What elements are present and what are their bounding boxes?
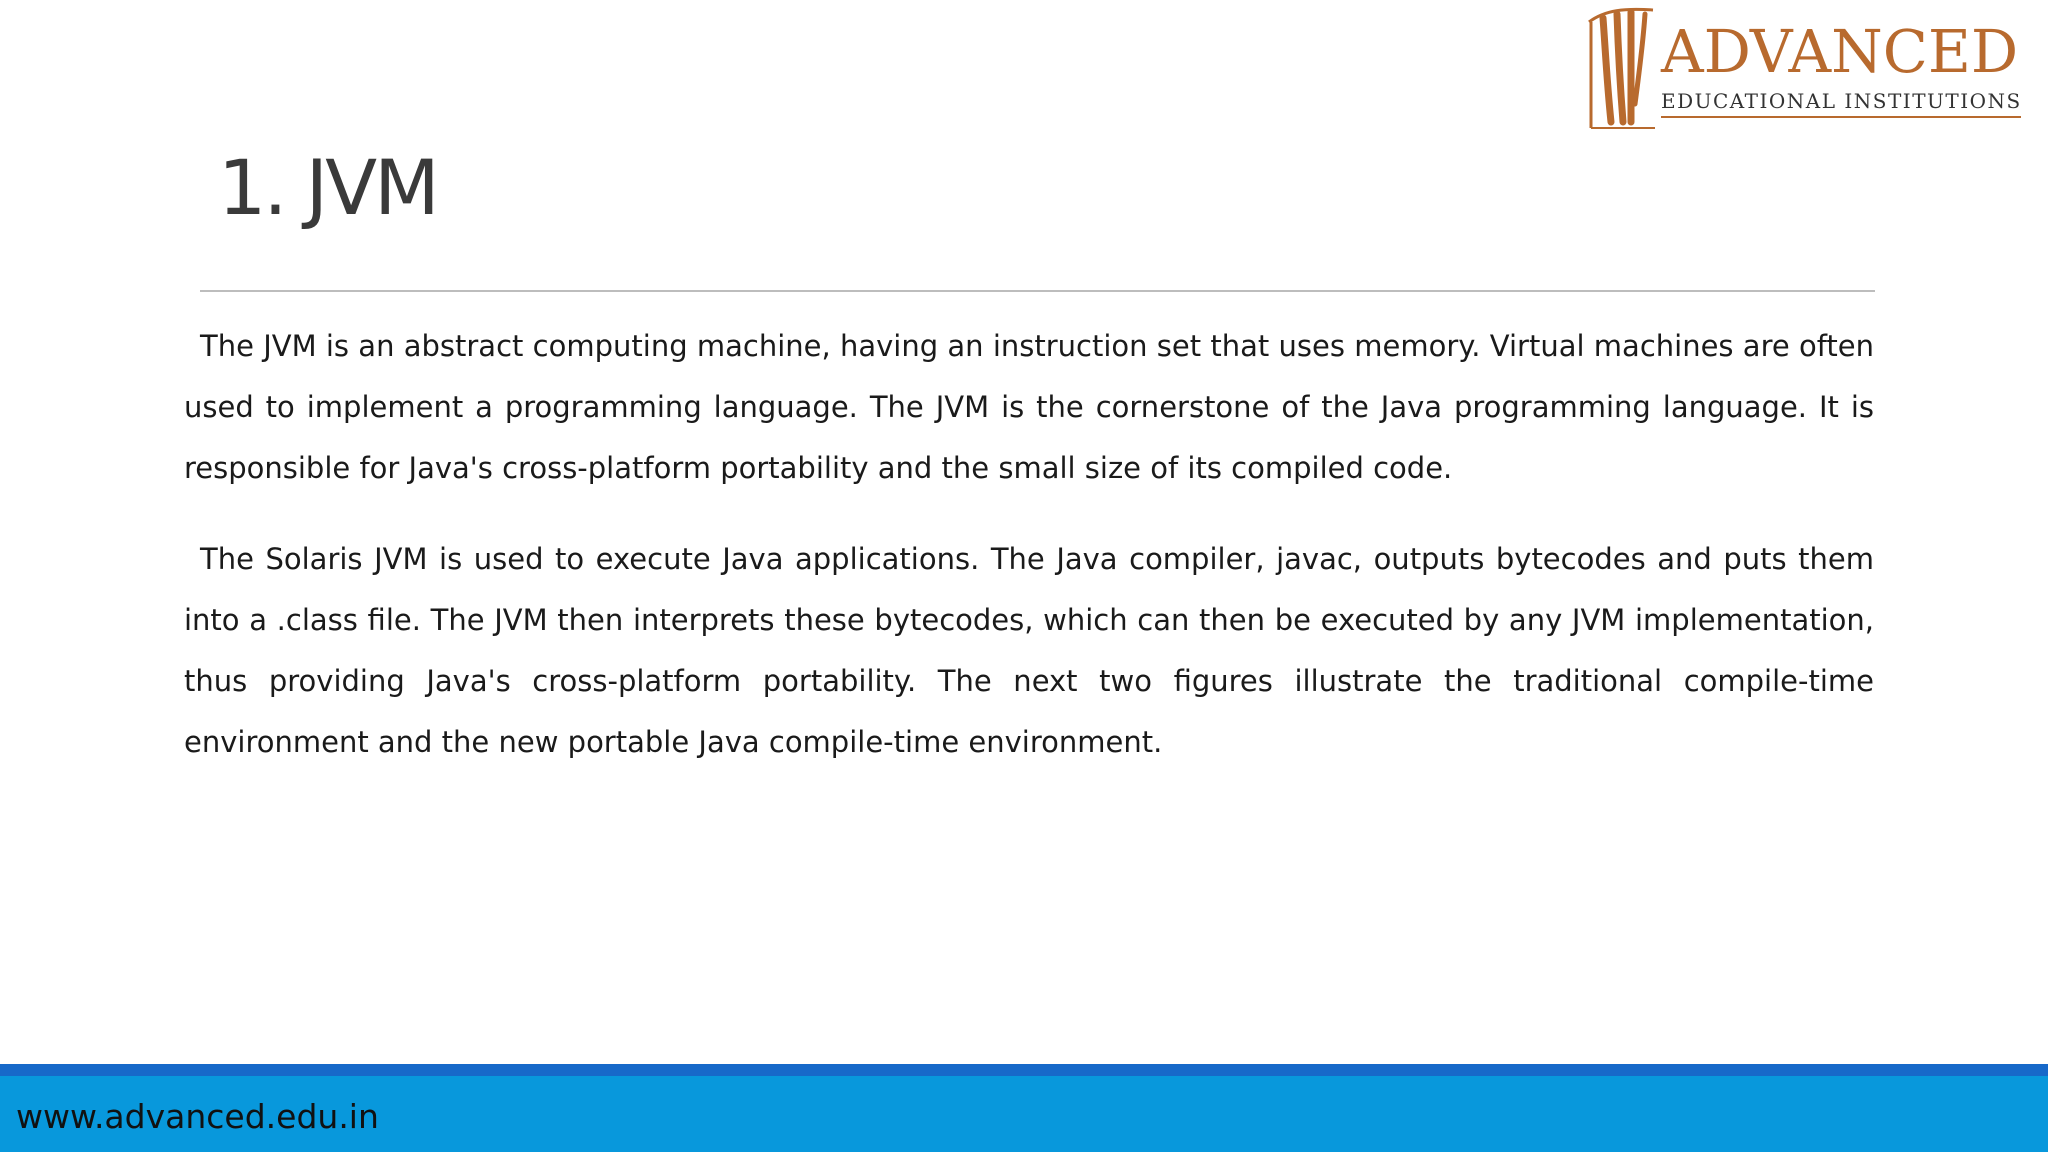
slide-title: 1. JVM xyxy=(218,143,437,232)
footer-url: www.advanced.edu.in xyxy=(16,1097,379,1136)
slide-body xyxy=(184,316,1874,803)
body-paragraph-2: The Solaris JVM is used to execute Java applications. The Java compiler, javac, outputs bytecodes and puts them into a .class file. The JVM then interprets these bytecodes, which can then be executed by any JVM implementation, thus providing Java's cross-platform portability. The next two figures illustrate the traditional compile-time environment and the new portable Java compile-time environment. xyxy=(184,542,1874,759)
body-paragraph-1: The JVM is an abstract computing machine, having an instruction set that uses memory. Virtual machines are often used to implement a programming language. The JVM is the cornerstone of the Java programming language. It is responsible for Java's cross-platform portability and the small size of its compiled code. xyxy=(184,329,1874,485)
logo-name: ADVANCED xyxy=(1661,17,2019,86)
title-divider xyxy=(200,290,1875,292)
logo xyxy=(1585,4,2035,130)
logo-mark-icon xyxy=(1585,4,1665,130)
footer-stripe xyxy=(0,1064,2048,1076)
logo-subtitle: EDUCATIONAL INSTITUTIONS xyxy=(1661,89,2022,113)
logo-underline xyxy=(1661,116,2021,118)
